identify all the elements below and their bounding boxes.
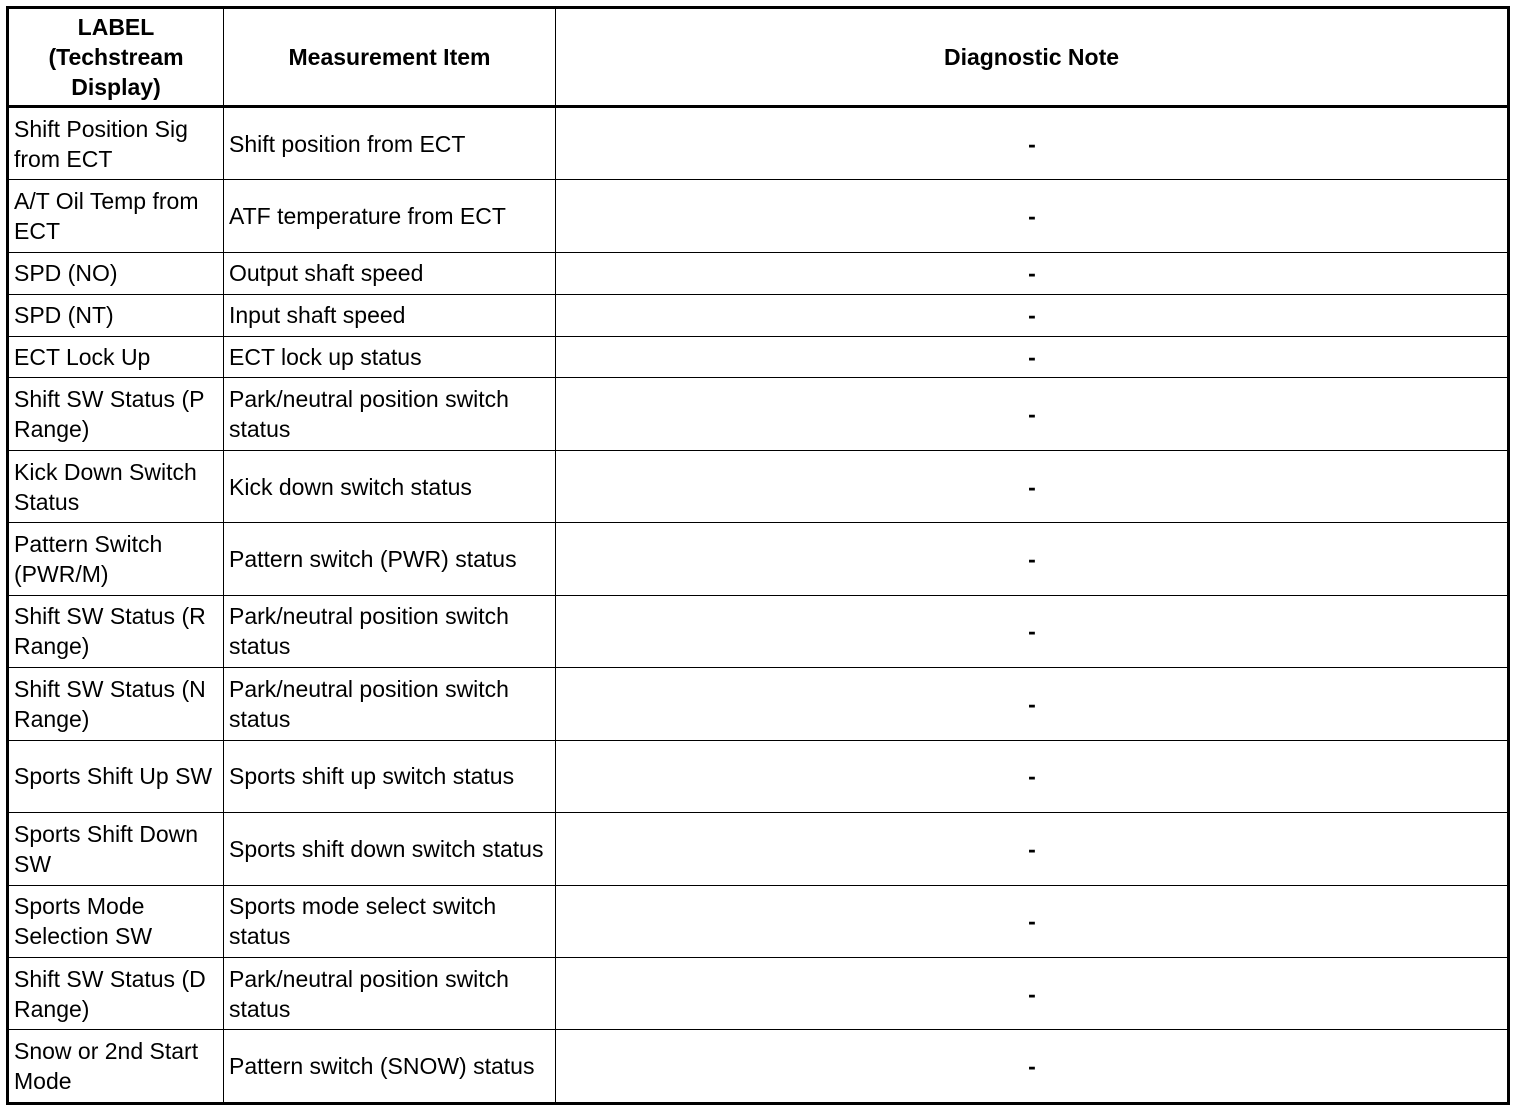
table-row bbox=[8, 740, 1509, 812]
label-cell: A/T Oil Temp from ECT bbox=[8, 180, 224, 252]
table-row bbox=[8, 1030, 1509, 1104]
label-cell: Sports Shift Up SW bbox=[8, 740, 224, 812]
table-row bbox=[8, 885, 1509, 957]
measurement-cell: Kick down switch status bbox=[224, 450, 556, 522]
label-cell: ECT Lock Up bbox=[8, 336, 224, 378]
label-cell: Snow or 2nd Start Mode bbox=[8, 1030, 224, 1104]
note-cell: - bbox=[556, 523, 1509, 595]
note-cell: - bbox=[556, 813, 1509, 885]
measurement-cell: Pattern switch (SNOW) status bbox=[224, 1030, 556, 1104]
table-row bbox=[8, 252, 1509, 294]
measurement-cell: Park/neutral position switch status bbox=[224, 668, 556, 740]
label-cell: Shift SW Status (D Range) bbox=[8, 958, 224, 1030]
table-row bbox=[8, 378, 1509, 450]
table-row bbox=[8, 336, 1509, 378]
table-row bbox=[8, 107, 1509, 180]
table-row bbox=[8, 595, 1509, 667]
label-cell: Pattern Switch (PWR/M) bbox=[8, 523, 224, 595]
label-cell: SPD (NT) bbox=[8, 294, 224, 336]
note-cell: - bbox=[556, 252, 1509, 294]
table-row bbox=[8, 450, 1509, 522]
measurement-cell: Park/neutral position switch status bbox=[224, 378, 556, 450]
table-row bbox=[8, 523, 1509, 595]
note-cell: - bbox=[556, 294, 1509, 336]
note-cell: - bbox=[556, 450, 1509, 522]
label-cell: Shift Position Sig from ECT bbox=[8, 107, 224, 180]
diagnostic-data-table bbox=[6, 6, 1510, 1105]
measurement-cell: Park/neutral position switch status bbox=[224, 958, 556, 1030]
note-cell: - bbox=[556, 180, 1509, 252]
header-row bbox=[8, 8, 1509, 107]
header-note: Diagnostic Note bbox=[556, 8, 1509, 107]
table-row bbox=[8, 958, 1509, 1030]
measurement-cell: Shift position from ECT bbox=[224, 107, 556, 180]
label-cell: Shift SW Status (P Range) bbox=[8, 378, 224, 450]
label-cell: Shift SW Status (R Range) bbox=[8, 595, 224, 667]
measurement-cell: Sports shift up switch status bbox=[224, 740, 556, 812]
header-label bbox=[8, 8, 224, 107]
note-cell: - bbox=[556, 1030, 1509, 1104]
note-cell: - bbox=[556, 595, 1509, 667]
label-cell: SPD (NO) bbox=[8, 252, 224, 294]
note-cell: - bbox=[556, 378, 1509, 450]
note-cell: - bbox=[556, 885, 1509, 957]
table-row bbox=[8, 180, 1509, 252]
measurement-cell: Input shaft speed bbox=[224, 294, 556, 336]
table-row bbox=[8, 668, 1509, 740]
note-cell: - bbox=[556, 668, 1509, 740]
label-cell: Sports Mode Selection SW bbox=[8, 885, 224, 957]
measurement-cell: Output shaft speed bbox=[224, 252, 556, 294]
header-label-line2: (Techstream bbox=[48, 44, 184, 70]
table-row bbox=[8, 813, 1509, 885]
measurement-cell: ATF temperature from ECT bbox=[224, 180, 556, 252]
label-cell: Kick Down Switch Status bbox=[8, 450, 224, 522]
note-cell: - bbox=[556, 336, 1509, 378]
measurement-cell: ECT lock up status bbox=[224, 336, 556, 378]
note-cell: - bbox=[556, 107, 1509, 180]
table-row bbox=[8, 294, 1509, 336]
measurement-cell: Park/neutral position switch status bbox=[224, 595, 556, 667]
header-measurement: Measurement Item bbox=[224, 8, 556, 107]
header-label-line3: Display) bbox=[71, 74, 161, 100]
label-cell: Sports Shift Down SW bbox=[8, 813, 224, 885]
measurement-cell: Pattern switch (PWR) status bbox=[224, 523, 556, 595]
header-label-line1: LABEL bbox=[77, 14, 155, 40]
note-cell: - bbox=[556, 958, 1509, 1030]
measurement-cell: Sports mode select switch status bbox=[224, 885, 556, 957]
label-cell: Shift SW Status (N Range) bbox=[8, 668, 224, 740]
note-cell: - bbox=[556, 740, 1509, 812]
measurement-cell: Sports shift down switch status bbox=[224, 813, 556, 885]
